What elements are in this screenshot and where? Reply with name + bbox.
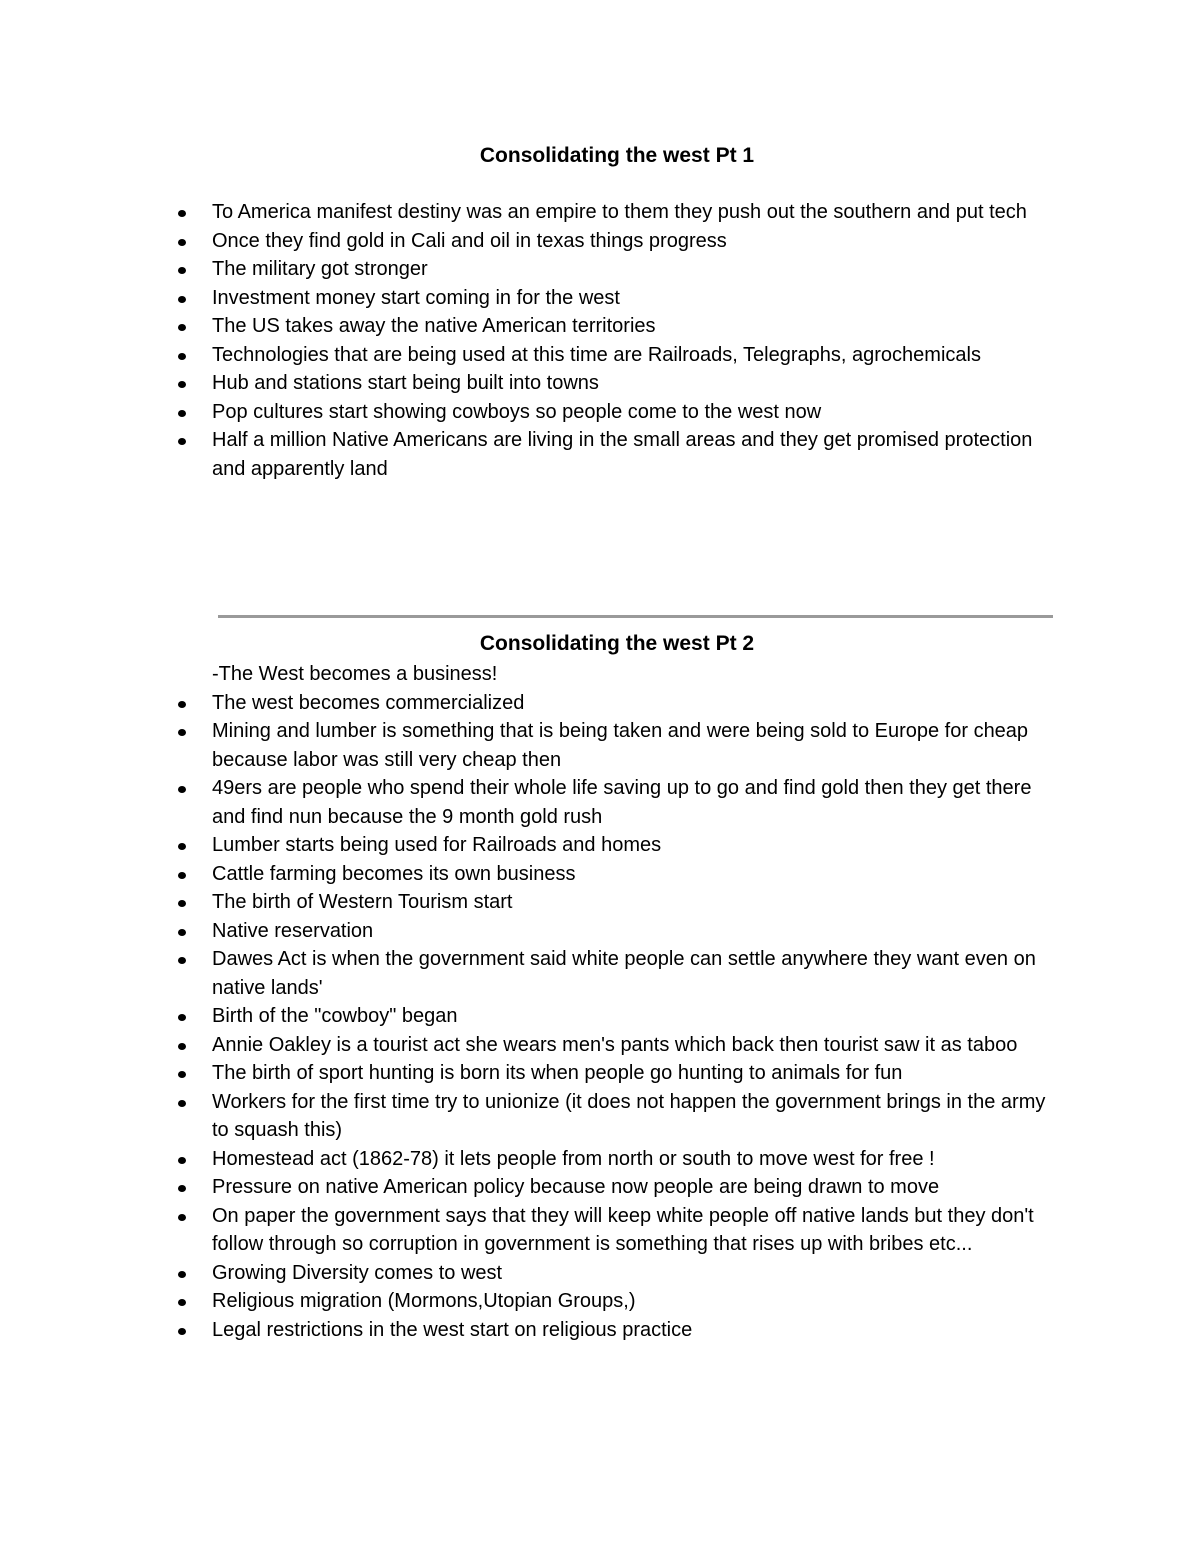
- bullet-icon: [178, 1214, 186, 1221]
- bullet-icon: [178, 929, 186, 936]
- list-item: [0, 426, 1200, 483]
- list-item: [0, 945, 1200, 1002]
- list-item-text: Workers for the first time try to unionize (it does not happen the government brings in the army to squash this): [212, 1090, 1046, 1141]
- bullet-icon: [178, 239, 186, 246]
- list-item-text: The birth of sport hunting is born its when people go hunting to animals for fun: [212, 1062, 903, 1084]
- list-item: [0, 341, 1200, 370]
- list-item: [0, 284, 1200, 313]
- list-item-text: Hub and stations start being built into towns: [212, 372, 599, 394]
- list-item: [0, 255, 1200, 284]
- section-part-2: [0, 628, 1200, 1344]
- list-item-text: Once they find gold in Cali and oil in texas things progress: [212, 229, 727, 252]
- bullet-icon: [178, 381, 186, 388]
- list-item: [0, 1145, 1200, 1174]
- bullet-icon: [178, 438, 186, 445]
- list-item: [0, 1202, 1200, 1259]
- bullet-icon: [178, 296, 186, 303]
- list-item: [0, 227, 1200, 256]
- list-item: [0, 1002, 1200, 1031]
- list-item: [0, 917, 1200, 946]
- bullet-icon: [178, 843, 186, 850]
- bullet-icon: [178, 1271, 186, 1278]
- bullet-icon: [178, 410, 186, 417]
- list-item-text: Half a million Native Americans are living in the small areas and they get promised protection and apparently land: [212, 429, 1033, 480]
- section-2-title: Consolidating the west Pt 2: [479, 632, 755, 655]
- list-item-text: Birth of the "cowboy" began: [212, 1005, 458, 1027]
- list-item-text: Lumber starts being used for Railroads and homes: [212, 834, 662, 856]
- list-item-text: To America manifest destiny was an empire to them they push out the southern and put tech: [212, 201, 1027, 223]
- bullet-icon: [178, 1014, 186, 1021]
- list-item-text: Investment money start coming in for the west: [212, 286, 620, 309]
- list-item-text: Legal restrictions in the west start on religious practice: [212, 1318, 693, 1341]
- list-item: [0, 1059, 1200, 1088]
- list-item-text: On paper the government says that they will keep white people off native lands but they don't follow through so corruption in government is something that rises up with bribes etc...: [212, 1204, 1034, 1255]
- bullet-icon: [178, 1157, 186, 1164]
- list-item-text: 49ers are people who spend their whole life saving up to go and find gold then they get there and find nun because the 9 month gold rush: [212, 777, 1032, 828]
- list-item: [0, 1287, 1200, 1316]
- list-item-text: Native reservation: [212, 919, 374, 942]
- bullet-icon: [178, 701, 186, 708]
- list-item: [0, 312, 1200, 341]
- section-2-bullet-list: [0, 689, 1200, 1345]
- list-item: [0, 369, 1200, 398]
- list-item-text: The US takes away the native American territories: [212, 315, 656, 337]
- bullet-icon: [178, 353, 186, 360]
- list-item: [0, 831, 1200, 860]
- bullet-icon: [178, 872, 186, 879]
- list-item: [0, 1259, 1200, 1288]
- list-item-text: Annie Oakley is a tourist act she wears men's pants which back then tourist saw it as taboo: [212, 1033, 1018, 1056]
- list-item: [0, 717, 1200, 774]
- list-item-text: The birth of Western Tourism start: [212, 891, 513, 913]
- list-item-text: Pop cultures start showing cowboys so people come to the west now: [212, 400, 822, 423]
- list-item: [0, 198, 1200, 227]
- list-item: [0, 1316, 1200, 1345]
- bullet-icon: [178, 1100, 186, 1107]
- bullet-icon: [178, 1071, 186, 1078]
- list-item-text: Technologies that are being used at this time are Railroads, Telegraphs, agrochemicals: [212, 343, 981, 366]
- list-item: [0, 1088, 1200, 1145]
- list-item-text: Religious migration (Mormons,Utopian Groups,): [212, 1290, 636, 1312]
- list-item: [0, 860, 1200, 889]
- section-1-bullet-list: [0, 198, 1200, 483]
- bullet-icon: [178, 324, 186, 331]
- bullet-icon: [178, 1043, 186, 1050]
- section-1-title: Consolidating the west Pt 1: [479, 144, 755, 167]
- bullet-icon: [178, 957, 186, 964]
- list-item: [0, 1031, 1200, 1060]
- section-2-intro: -The West becomes a business!: [212, 663, 498, 685]
- list-item: [0, 888, 1200, 917]
- list-item-text: Cattle farming becomes its own business: [212, 862, 576, 885]
- horizontal-divider: [218, 615, 1053, 618]
- bullet-icon: [178, 729, 186, 736]
- list-item-text: Homestead act (1862-78) it lets people from north or south to move west for free !: [212, 1147, 935, 1170]
- list-item-text: The military got stronger: [212, 258, 428, 280]
- list-item: [0, 1173, 1200, 1202]
- list-item-text: Growing Diversity comes to west: [212, 1261, 503, 1284]
- list-item-text: The west becomes commercialized: [212, 691, 525, 714]
- bullet-icon: [178, 786, 186, 793]
- list-item: [0, 398, 1200, 427]
- list-item-text: Mining and lumber is something that is being taken and were being sold to Europe for cheap because labor was still very cheap then: [212, 720, 1029, 771]
- bullet-icon: [178, 1185, 186, 1192]
- list-item-text: Dawes Act is when the government said white people can settle anywhere they want even on native lands': [212, 948, 1036, 999]
- list-item: [0, 689, 1200, 718]
- bullet-icon: [178, 900, 186, 907]
- list-item: [0, 774, 1200, 831]
- bullet-icon: [178, 1328, 186, 1335]
- bullet-icon: [178, 1299, 186, 1306]
- bullet-icon: [178, 210, 186, 217]
- section-part-1: [0, 140, 1200, 483]
- bullet-icon: [178, 267, 186, 274]
- list-item-text: Pressure on native American policy because now people are being drawn to move: [212, 1176, 940, 1198]
